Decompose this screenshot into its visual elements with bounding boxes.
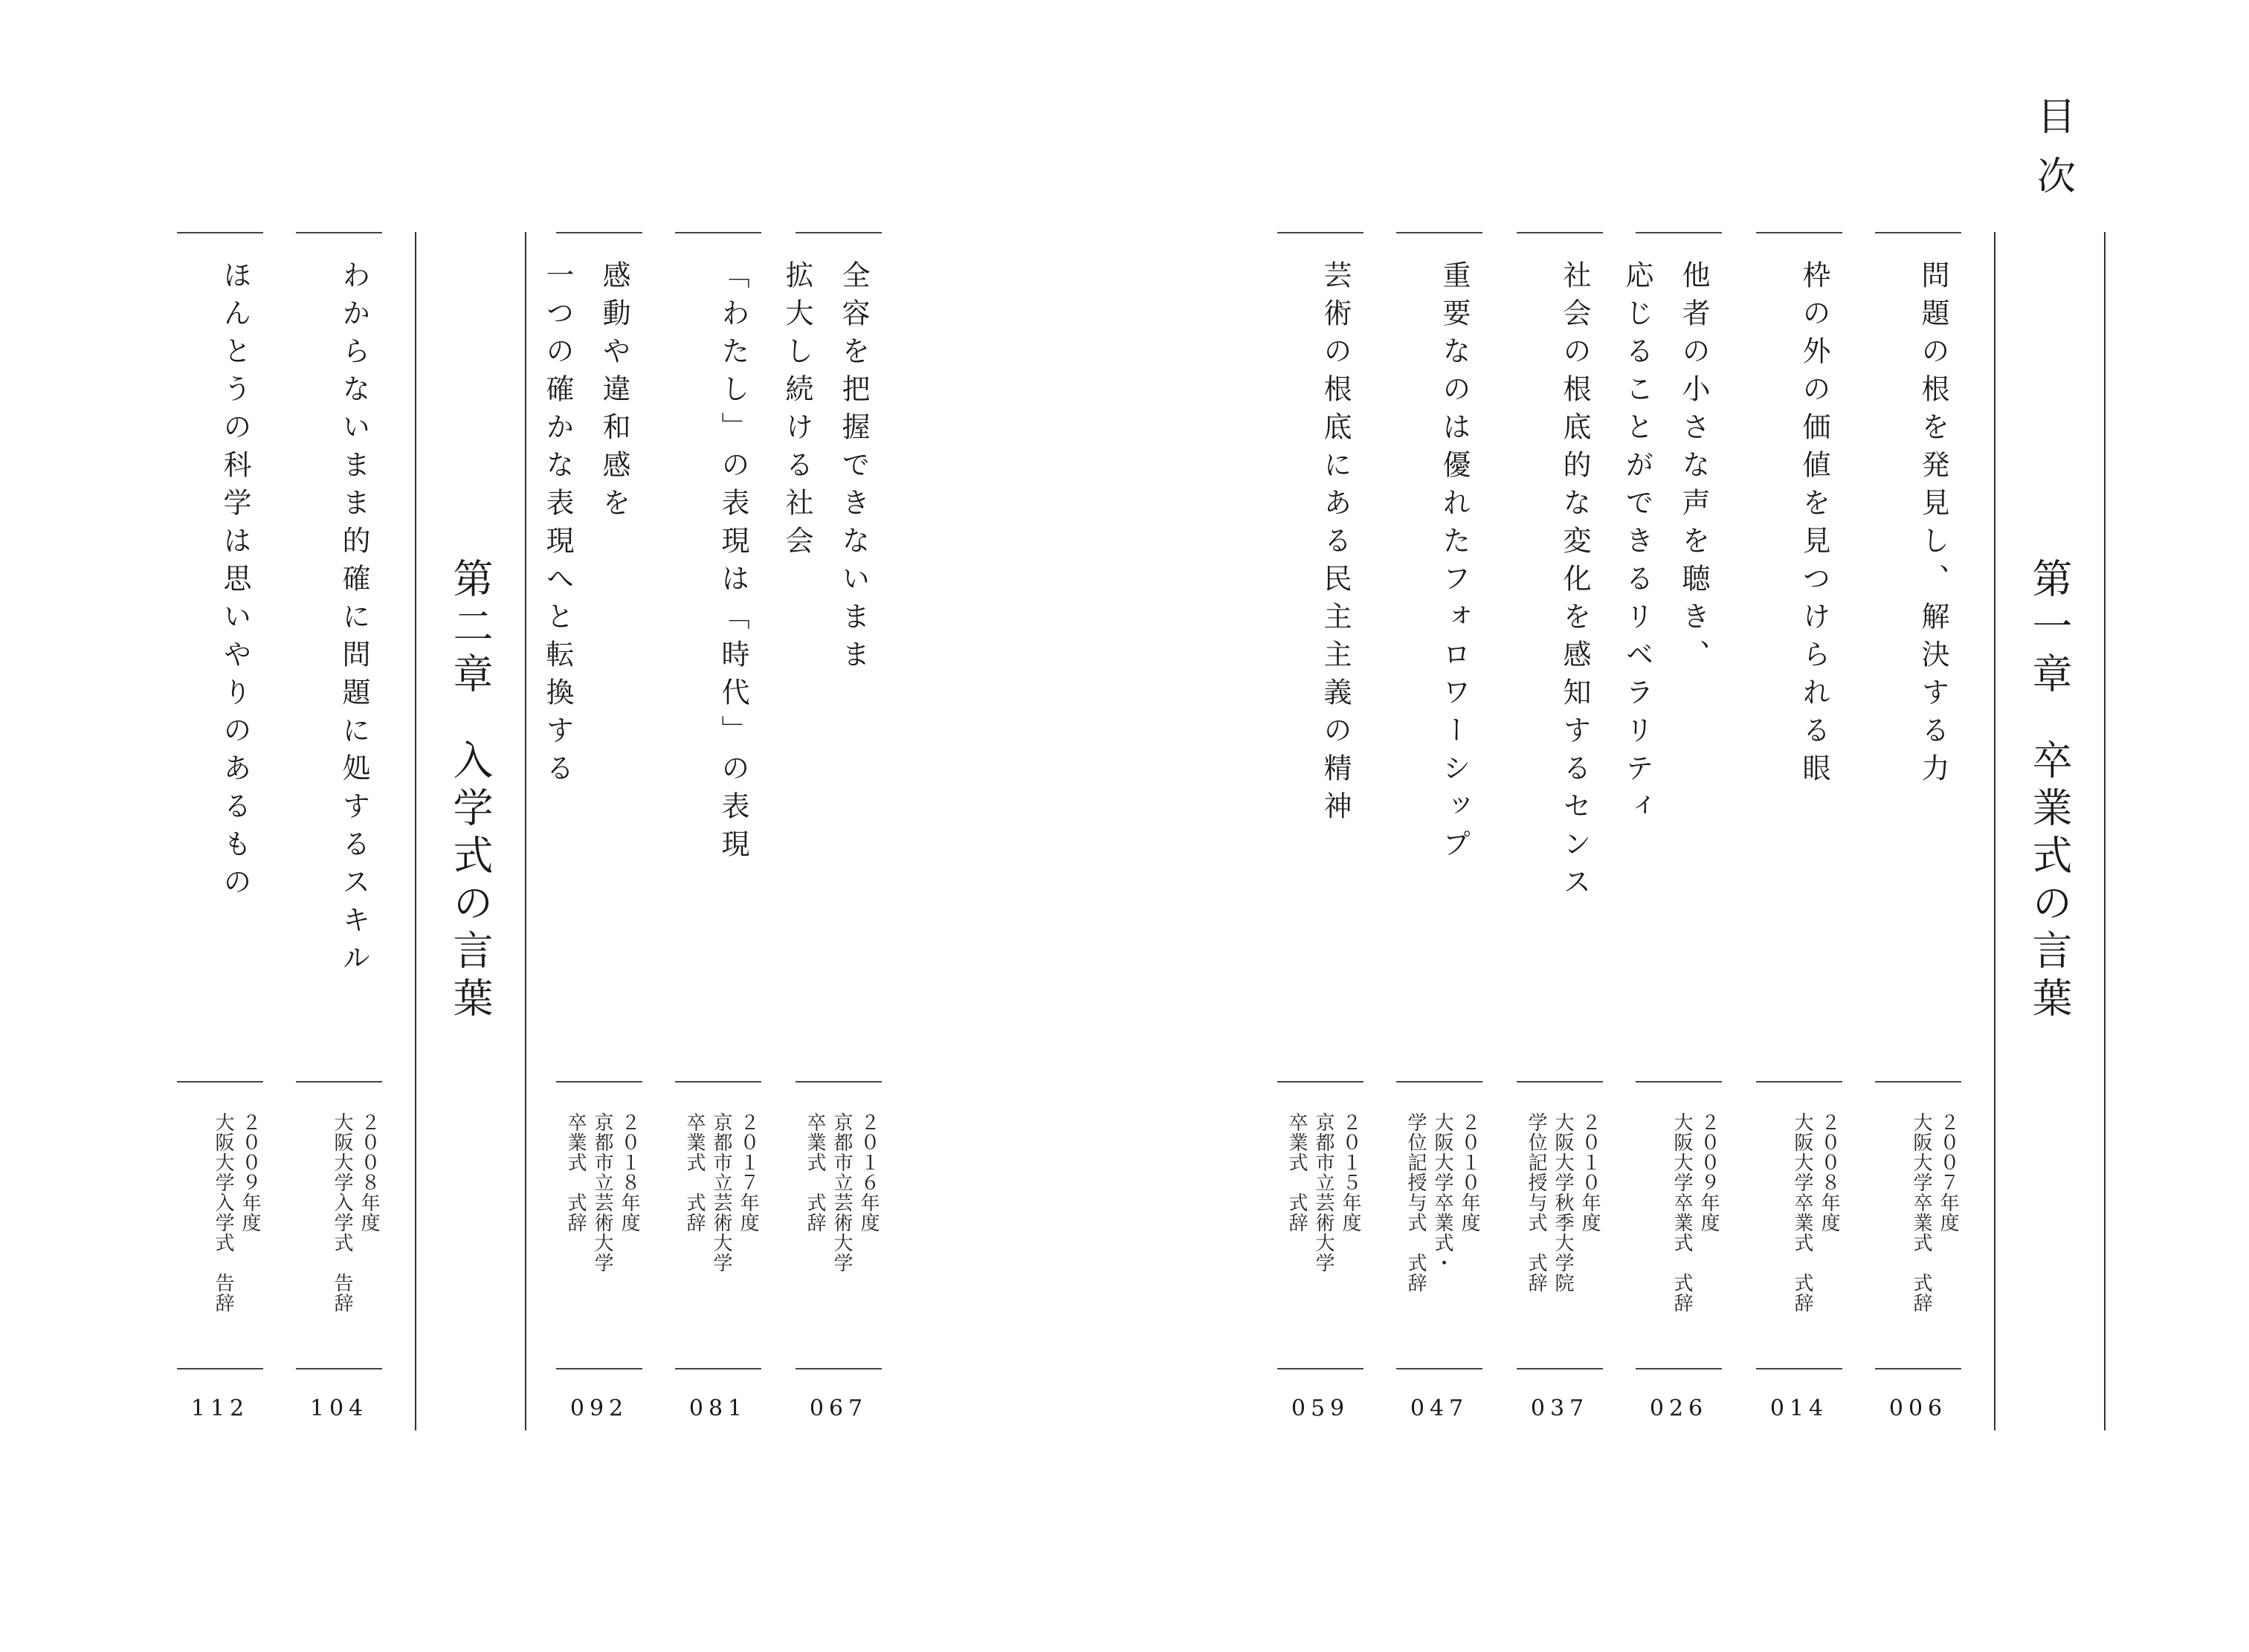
entry-meta: ２００９年度 大阪大学卒業式 式辞	[1671, 1112, 1720, 1313]
entry-rule-top	[1396, 232, 1482, 233]
entry-rule-mid	[1517, 1081, 1603, 1082]
entry-rule-bottom	[296, 1368, 382, 1369]
toc-entry[interactable]	[541, 232, 642, 1430]
entry-rule-bottom	[1517, 1368, 1603, 1369]
entry-title: 芸術の根底にある民主主義の精神	[1319, 260, 1352, 829]
toc-entry[interactable]	[781, 232, 882, 1430]
entry-rule-mid	[1277, 1081, 1364, 1082]
toc-entry[interactable]	[1875, 232, 1961, 1430]
entry-meta: ２００８年度 大阪大学入学式 告辞	[331, 1112, 380, 1313]
chapter1-heading	[2019, 558, 2079, 1123]
entry-page-number: 112	[190, 1396, 250, 1422]
entry-page-number: 047	[1410, 1396, 1469, 1422]
entry-title: 感動や違和感を 一つの確かな表現へと転換する	[541, 260, 630, 791]
toc-entry[interactable]	[177, 232, 263, 1430]
entry-rule-top	[556, 232, 642, 233]
entry-title: 「わたし」の表現は「時代」の表現	[717, 260, 749, 867]
entry-title: ほんとうの科学は思いやりのあるもの	[219, 260, 251, 905]
toc-entry[interactable]	[1396, 232, 1482, 1430]
entry-meta: ２００９年度 大阪大学入学式 告辞	[212, 1112, 261, 1313]
entry-meta: ２０１７年度 京都市立芸術大学 卒業式 式辞	[683, 1112, 759, 1273]
entry-rule-bottom	[796, 1368, 882, 1369]
toc-entry[interactable]	[296, 232, 382, 1430]
entry-page-number: 006	[1888, 1396, 1948, 1422]
entry-meta: ２００８年度 大阪大学卒業式 式辞	[1791, 1112, 1840, 1313]
entry-meta: ２０１６年度 京都市立芸術大学 卒業式 式辞	[804, 1112, 880, 1273]
chapter1-label: 第一章	[2026, 558, 2073, 700]
entry-rule-top	[796, 232, 882, 233]
entry-page-number: 081	[688, 1396, 748, 1422]
entry-rule-mid	[296, 1081, 382, 1082]
chapter2-title: 入学式の言葉	[447, 739, 494, 1025]
page-title: 目 次	[2036, 95, 2172, 199]
entry-rule-mid	[1396, 1081, 1482, 1082]
entry-rule-top	[296, 232, 382, 233]
entry-rule-mid	[1756, 1081, 1842, 1082]
entry-meta: ２０１０年度 大阪大学秋季大学院 学位記授与式 式辞	[1525, 1112, 1601, 1293]
entry-rule-bottom	[1277, 1368, 1364, 1369]
entry-title: わからないまま的確に問題に処するスキル	[338, 260, 370, 981]
entry-page-number: 037	[1530, 1396, 1590, 1422]
divider-chapter2-left	[415, 232, 416, 1430]
divider-chapter1	[1994, 232, 1995, 1430]
entry-rule-top	[1875, 232, 1961, 233]
entry-meta: ２００７年度 大阪大学卒業式 式辞	[1910, 1112, 1959, 1313]
entry-rule-top	[1517, 232, 1603, 233]
entry-meta: ２０１０年度 大阪大学卒業式・ 学位記授与式 式辞	[1404, 1112, 1480, 1293]
entry-rule-top	[177, 232, 263, 233]
entry-rule-bottom	[556, 1368, 642, 1369]
entry-title: 問題の根を発見し、解決する力	[1917, 260, 1949, 791]
entry-meta: ２０１５年度 京都市立芸術大学 卒業式 式辞	[1285, 1112, 1361, 1273]
toc-entry[interactable]	[1621, 232, 1722, 1430]
entry-rule-bottom	[1636, 1368, 1722, 1369]
entry-rule-bottom	[675, 1368, 761, 1369]
entry-rule-mid	[1636, 1081, 1722, 1082]
chapter1-title: 卒業式の言葉	[2026, 739, 2073, 1025]
entry-page-number: 014	[1769, 1396, 1829, 1422]
entry-page-number: 067	[809, 1396, 868, 1422]
entry-title: 枠の外の価値を見つけられる眼	[1798, 260, 1830, 791]
entry-page-number: 026	[1649, 1396, 1708, 1422]
divider-chapter2-right	[525, 232, 526, 1430]
entry-page-number: 092	[569, 1396, 629, 1422]
entry-page-number: 104	[309, 1396, 369, 1422]
chapter2-heading	[440, 558, 500, 1123]
entry-rule-top	[1756, 232, 1842, 233]
entry-rule-bottom	[1875, 1368, 1961, 1369]
toc-entry[interactable]	[1517, 232, 1603, 1430]
entry-rule-top	[1636, 232, 1722, 233]
entry-title: 全容を把握できないまま 拡大し続ける社会	[781, 260, 870, 677]
entry-meta: ２０１８年度 京都市立芸術大学 卒業式 式辞	[564, 1112, 640, 1273]
entry-rule-mid	[675, 1081, 761, 1082]
toc-entry[interactable]	[675, 232, 761, 1430]
entry-rule-mid	[556, 1081, 642, 1082]
entry-title: 重要なのは優れたフォロワーシップ	[1438, 260, 1471, 867]
toc-entry[interactable]	[1756, 232, 1842, 1430]
entry-title: 他者の小さな声を聴き、 応じることができるリベラリティ	[1621, 260, 1710, 829]
entry-page-number: 059	[1291, 1396, 1350, 1422]
entry-rule-bottom	[1396, 1368, 1482, 1369]
entry-rule-top	[1277, 232, 1364, 233]
toc-entry[interactable]	[1277, 232, 1364, 1430]
entry-title: 社会の根底的な変化を感知するセンス	[1558, 260, 1591, 905]
entry-rule-bottom	[1756, 1368, 1842, 1369]
entry-rule-mid	[1875, 1081, 1961, 1082]
divider-right-edge	[2104, 232, 2106, 1430]
entry-rule-bottom	[177, 1368, 263, 1369]
entry-rule-mid	[796, 1081, 882, 1082]
chapter2-label: 第二章	[447, 558, 494, 700]
entry-rule-top	[675, 232, 761, 233]
entry-rule-mid	[177, 1081, 263, 1082]
